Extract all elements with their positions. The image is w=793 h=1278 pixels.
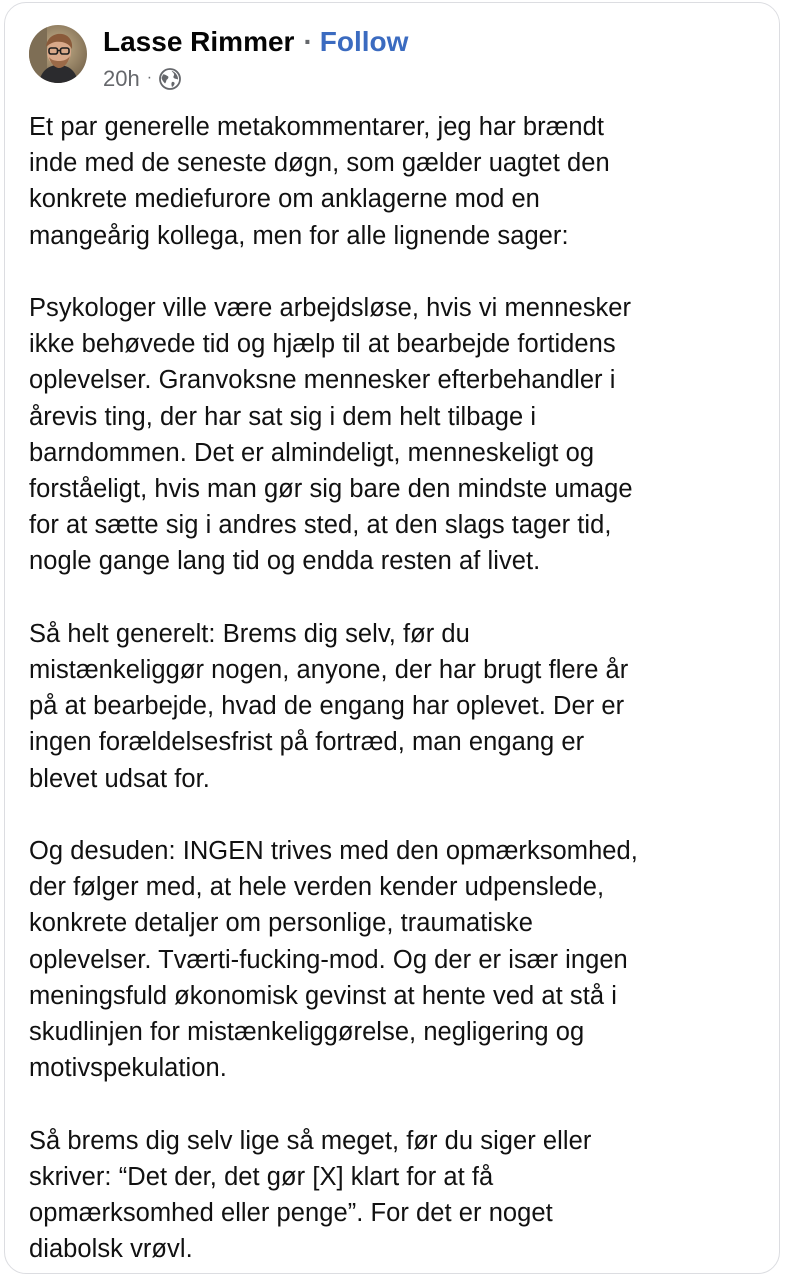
post-text-line: meningsfuld økonomisk gevinst at hente ved at stå i — [29, 981, 617, 1010]
subline-separator: · — [146, 69, 153, 86]
post-text-line: opmærksomhed eller penge”. For det er noget — [29, 1199, 553, 1228]
post-subline — [103, 65, 408, 93]
follow-button[interactable]: Follow — [319, 26, 409, 57]
post-text-line: oplevelser. Tværti-fucking-mod. Og der er især ingen — [29, 945, 628, 974]
post-text-line: oplevelser. Granvoksne mennesker efterbehandler i — [29, 366, 616, 395]
post-text-line: inde med de seneste døgn, som gælder uagtet den — [29, 149, 610, 178]
post-paragraph — [29, 290, 764, 580]
post-text-line: ingen forældelsesfrist på fortræd, man engang er — [29, 728, 585, 757]
name-line — [103, 25, 408, 59]
avatar-image — [29, 25, 87, 83]
post-meta — [103, 25, 408, 93]
post-text-line: mistænkeliggør nogen, anyone, der har brugt flere år — [29, 656, 629, 685]
post-text-line: forståeligt, hvis man gør sig bare den mindste umage — [29, 475, 633, 504]
globe-icon — [158, 67, 182, 91]
post-text-line: på at bearbejde, hvad de engang har oplevet. Der er — [29, 692, 625, 721]
post-text-line: nogle gange lang tid og endda resten af livet. — [29, 547, 541, 576]
post-text-line: barndommen. Det er almindeligt, menneskeligt og — [29, 438, 595, 467]
post-text-line: diabolsk vrøvl. — [29, 1235, 193, 1264]
post-text-line: Og desuden: INGEN trives med den opmærksomhed, — [29, 837, 638, 866]
post-text-line: Så brems dig selv lige så meget, før du siger eller — [29, 1126, 592, 1155]
post-paragraph — [29, 833, 764, 1086]
post-text-line: Psykologer ville være arbejdsløse, hvis vi mennesker — [29, 294, 632, 322]
author-name[interactable]: Lasse Rimmer — [103, 26, 295, 57]
post-text-line: konkrete mediefurore om anklagerne mod en — [29, 185, 540, 214]
post-text-line: mangeårig kollega, men for alle lignende sager: — [29, 221, 569, 250]
post-text — [29, 109, 764, 1267]
post-text-line: Et par generelle metakommentarer, jeg har brændt — [29, 113, 605, 141]
post-text-line: ikke behøvede tid og hjælp til at bearbejde fortidens — [29, 330, 616, 359]
post-timestamp[interactable]: 20h — [103, 66, 140, 91]
separator-dot: · — [303, 26, 313, 57]
post-text-line: der følger med, at hele verden kender udpenslede, — [29, 873, 605, 902]
post-text-line: motivspekulation. — [29, 1054, 227, 1083]
post-paragraph — [29, 109, 764, 254]
post-paragraph — [29, 1123, 764, 1268]
post-text-line: skudlinjen for mistænkeliggørelse, negligering og — [29, 1018, 585, 1047]
post-text-line: blevet udsat for. — [29, 764, 210, 793]
post-text-line: for at sætte sig i andres sted, at den slags tager tid, — [29, 511, 612, 540]
post-text-line: konkrete detaljer om personlige, traumatiske — [29, 909, 533, 938]
post-text-line: Så helt generelt: Brems dig selv, før du — [29, 619, 470, 648]
post-header — [29, 25, 408, 93]
post-paragraph — [29, 616, 764, 797]
post-text-line: årevis ting, der har sat sig i dem helt tilbage i — [29, 402, 537, 431]
post-text-line: skriver: “Det der, det gør [X] klart for at få — [29, 1162, 494, 1191]
post-card — [4, 2, 780, 1274]
avatar[interactable] — [29, 25, 87, 83]
